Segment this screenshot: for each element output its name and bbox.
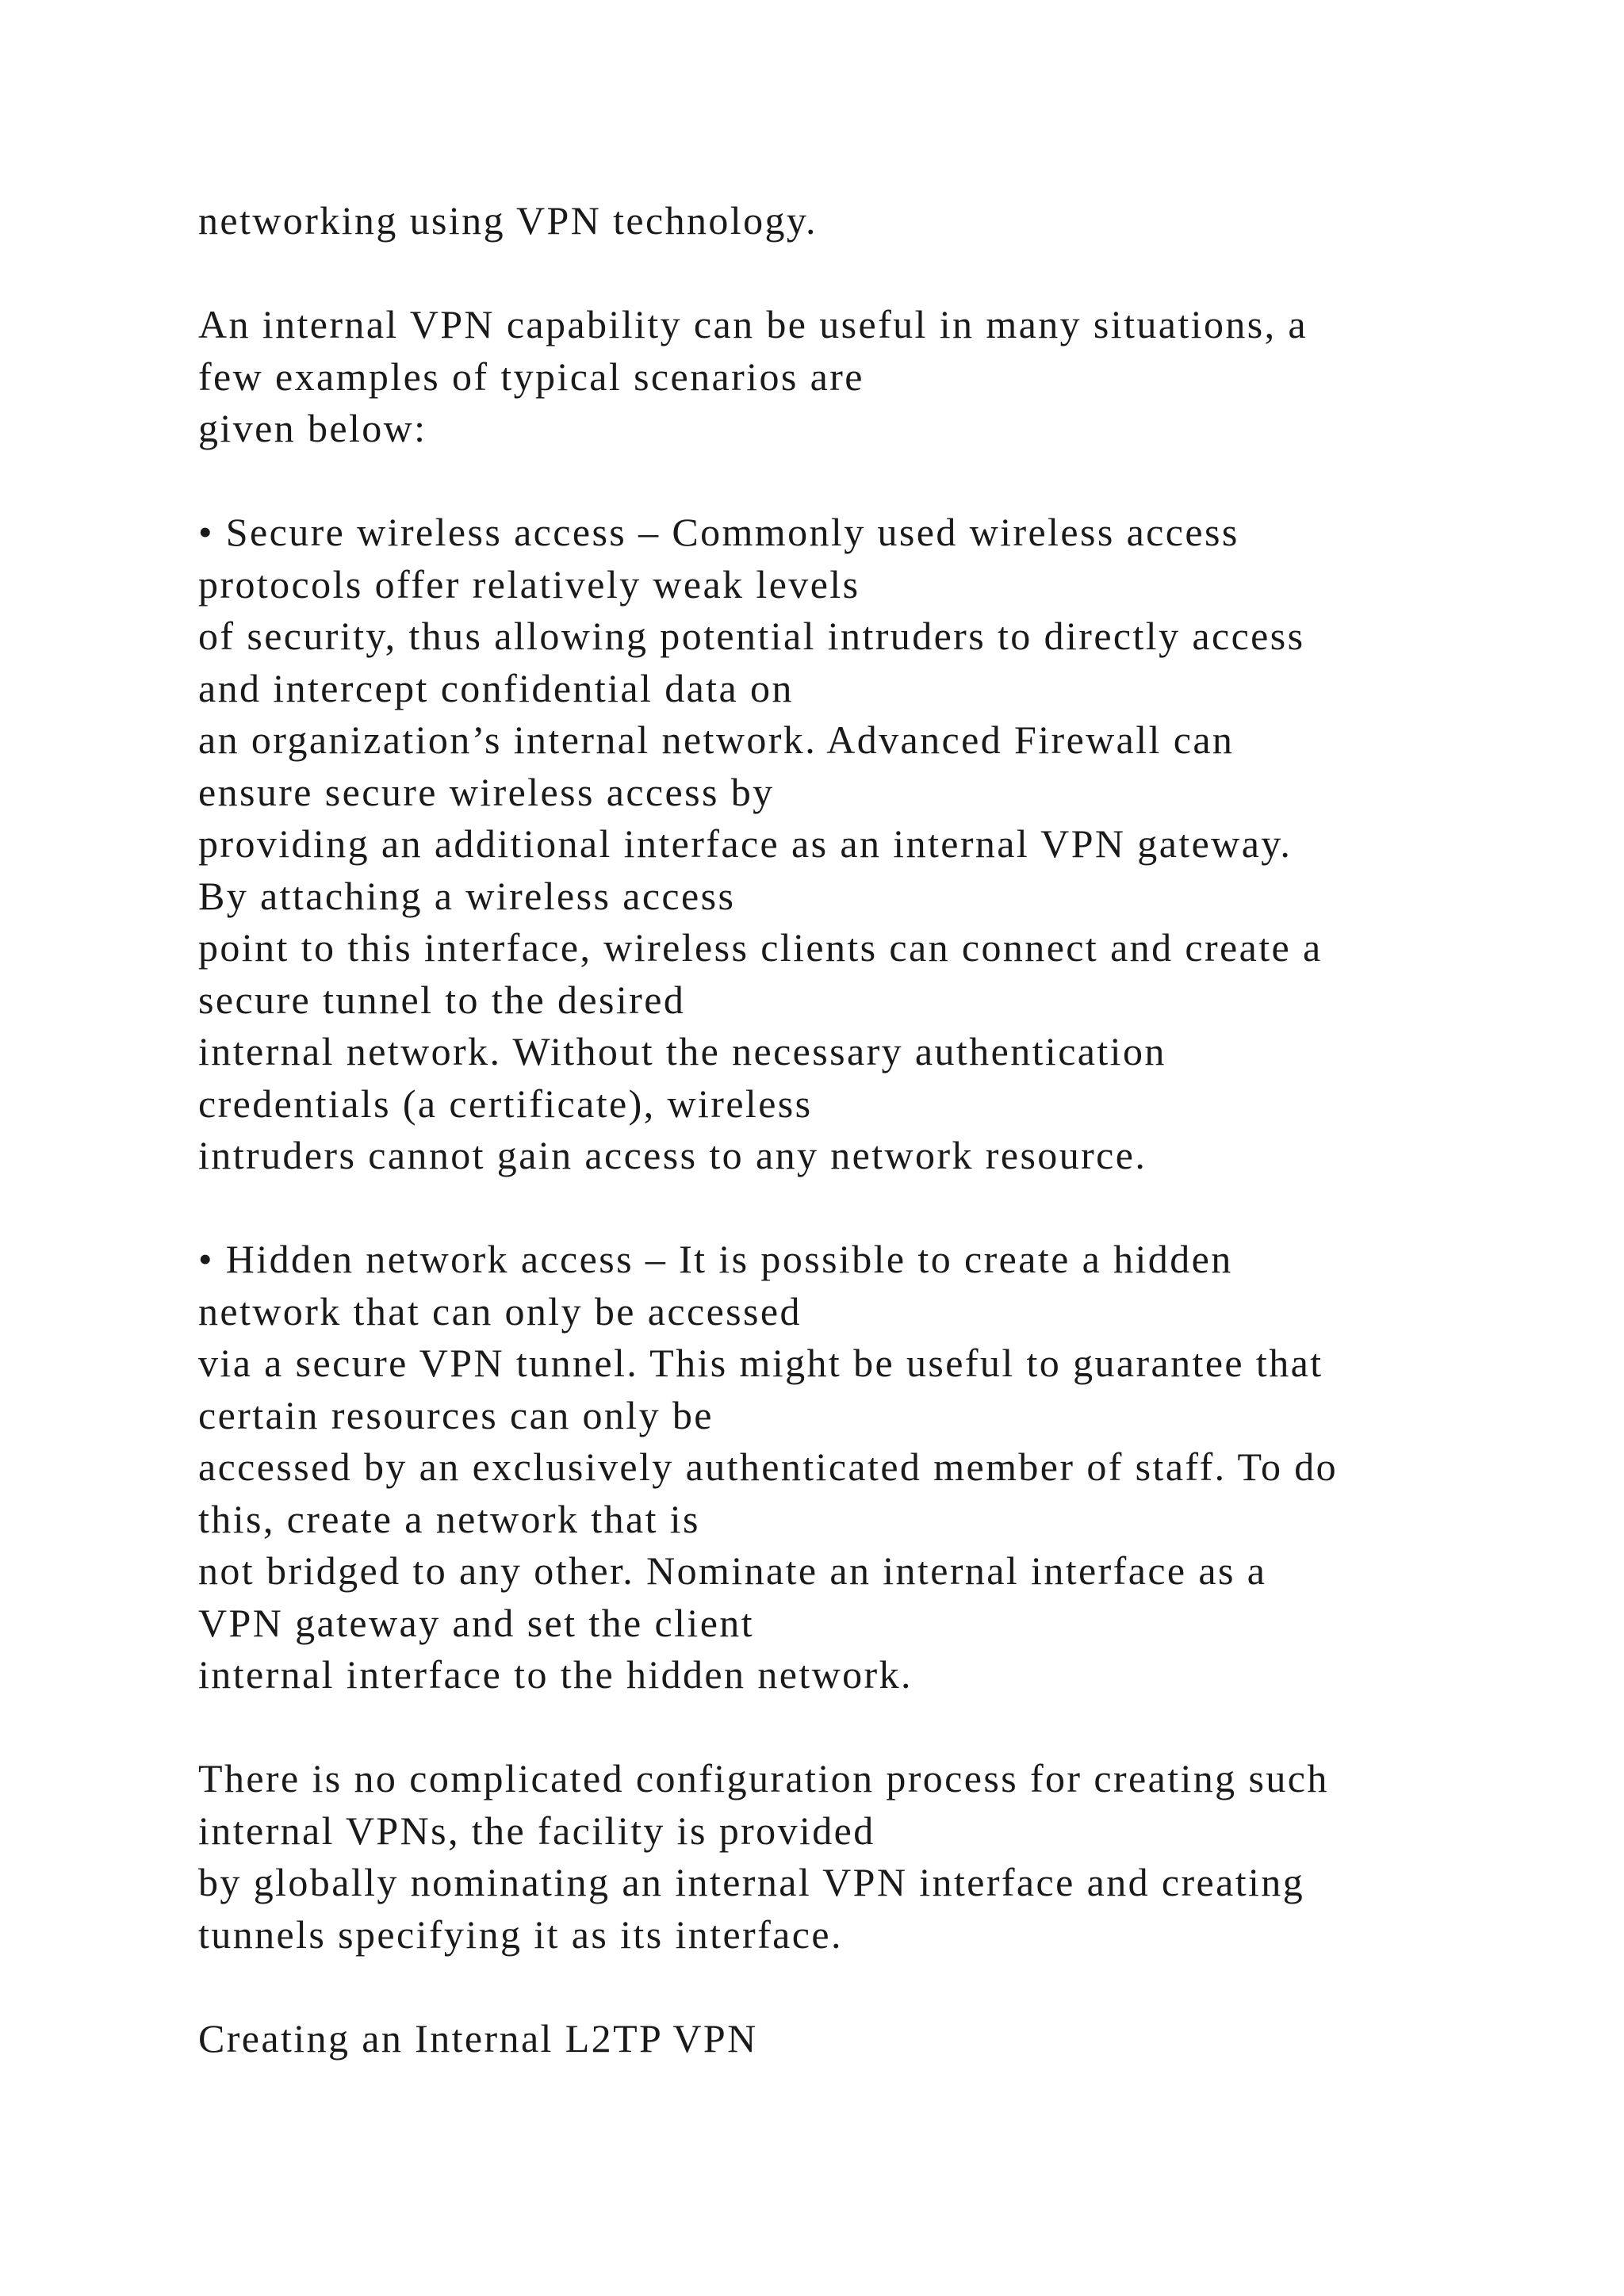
text-line: certain resources can only be [198, 1392, 714, 1437]
text-line: There is no complicated configuration process for creating such [198, 1756, 1329, 1800]
text-line: not bridged to any other. Nominate an internal interface as a [198, 1548, 1267, 1593]
text-line: • Secure wireless access – Commonly used wireless access [198, 510, 1239, 554]
paragraph-break [198, 1701, 1562, 1754]
text-line: this, create a network that is [198, 1496, 700, 1541]
text-line: network that can only be accessed [198, 1288, 802, 1334]
paragraph-break [198, 1182, 1562, 1234]
text-line: given below: [198, 406, 427, 450]
text-line: By attaching a wireless access [198, 873, 736, 918]
text-line: secure tunnel to the desired [198, 977, 686, 1022]
text-line: providing an additional interface as an internal VPN gateway. [198, 821, 1293, 866]
paragraph-break [198, 1961, 1562, 2013]
paragraph-break [198, 247, 1562, 300]
text-line: tunnels specifying it as its interface. [198, 1911, 843, 1957]
text-line: internal VPNs, the facility is provided [198, 1808, 875, 1853]
text-line: protocols offer relatively weak levels [198, 561, 860, 607]
text-line: by globally nominating an internal VPN interface and creating [198, 1860, 1305, 1904]
text-line: ensure secure wireless access by [198, 769, 775, 814]
text-line: of security, thus allowing potential intruders to directly access [198, 614, 1305, 658]
text-line: credentials (a certificate), wireless [198, 1081, 813, 1126]
text-line: few examples of typical scenarios are [198, 354, 864, 399]
text-line: accessed by an exclusively authenticated member of staff. To do [198, 1445, 1339, 1489]
text-line: via a secure VPN tunnel. This might be useful to guarantee that [198, 1341, 1323, 1385]
text-line: An internal VPN capability can be useful in many situations, a [198, 302, 1308, 346]
text-line: internal interface to the hidden network. [198, 1652, 913, 1697]
text-line: point to this interface, wireless clients can connect and create a [198, 925, 1323, 970]
text-line: and intercept confidential data on [198, 665, 794, 710]
text-line: intruders cannot gain access to any network resource. [198, 1133, 1147, 1177]
text-line: • Hidden network access – It is possible to create a hidden [198, 1237, 1233, 1281]
text-line: internal network. Without the necessary authentication [198, 1029, 1166, 1073]
text-line: networking using VPN technology. [198, 198, 818, 243]
section-heading: Creating an Internal L2TP VPN [198, 2015, 758, 2061]
text-line: VPN gateway and set the client [198, 1600, 754, 1645]
text-line: an organization’s internal network. Advanced Firewall can [198, 718, 1235, 762]
paragraph-break [198, 455, 1562, 507]
document-body [198, 195, 1562, 2064]
